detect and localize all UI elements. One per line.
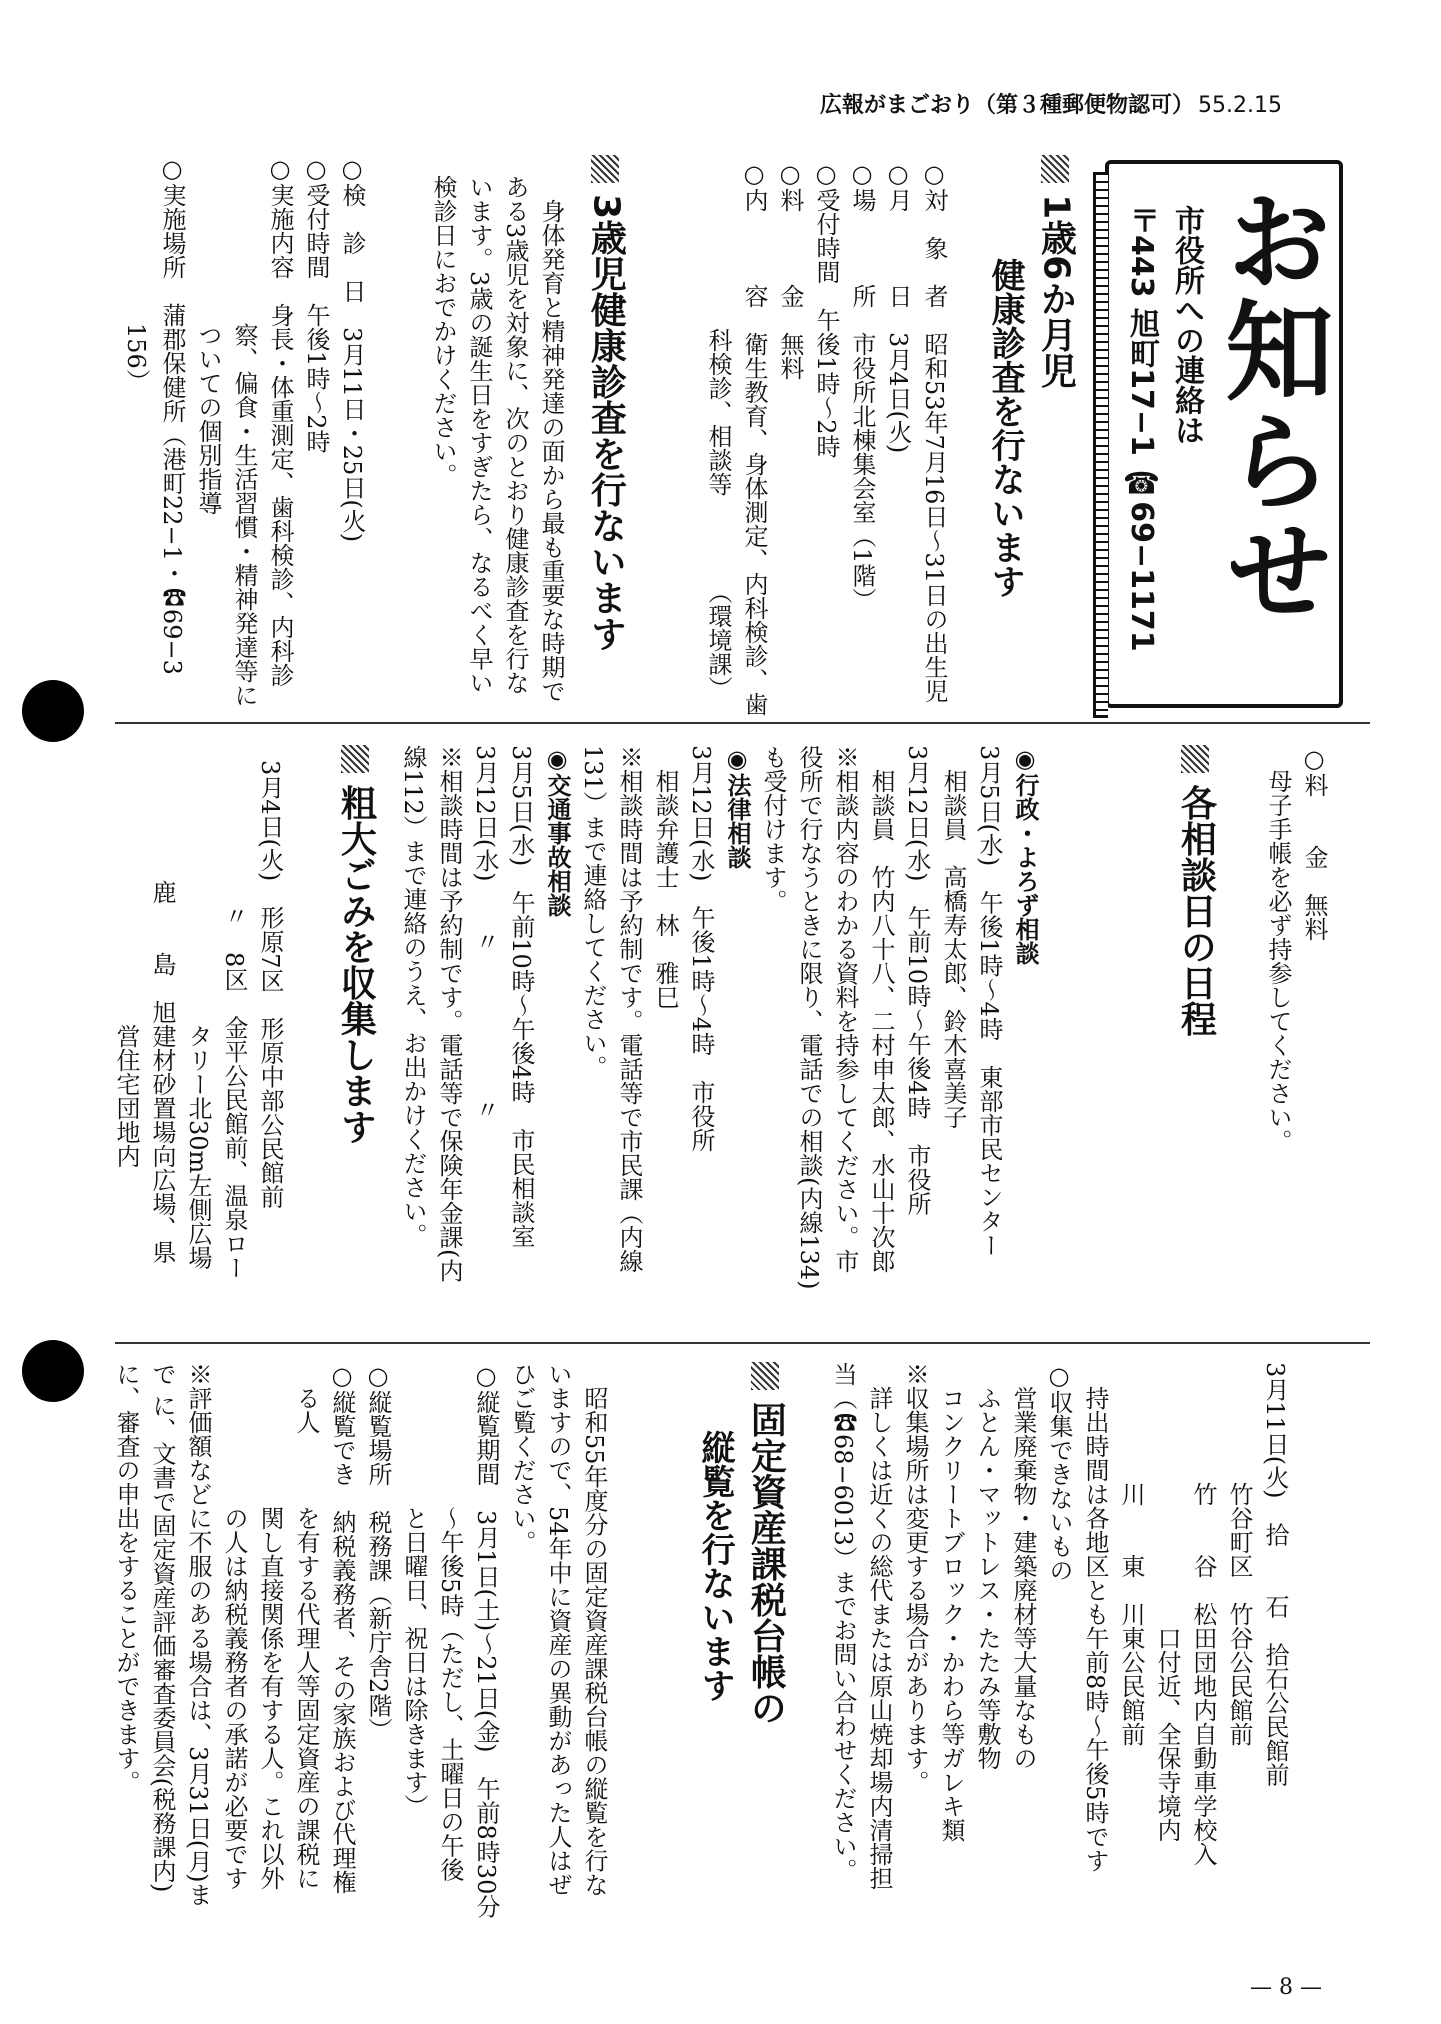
item-line: ○縦覧期間 3月1日(土)〜21日(金) 午前8時30分 bbox=[472, 1362, 500, 1919]
item-line: ○縦覧場所 税務課（新庁舎2階） bbox=[364, 1362, 392, 1742]
section-3yo-checkup-items bbox=[118, 155, 370, 715]
schedule-line: 〃 8区 金平公民館前、温泉ロー bbox=[220, 760, 248, 1280]
section-3yo-checkup-body bbox=[425, 175, 569, 715]
item-line: ○実施場所 蒲郡保健所（港町22−1・☎69−3 bbox=[158, 155, 186, 675]
body-line: ある3歳児を対象に、次のとおり健康診査を行な bbox=[501, 175, 529, 695]
section-infant-checkup-subtitle: 健康診査を行ないます bbox=[985, 258, 1026, 598]
publication-date: 55.2.15 bbox=[1198, 93, 1282, 118]
section-infant-checkup-title bbox=[1035, 155, 1076, 388]
section-bulky-waste-title bbox=[335, 745, 376, 1144]
schedule-line: 口付近、全保寺境内 bbox=[1153, 1362, 1181, 1842]
schedule-line: 3月11日(火) 拾 石 拾石公民館前 bbox=[1261, 1362, 1289, 1787]
item-line: 156） bbox=[122, 155, 150, 393]
section-title: 1歳6か月児 bbox=[1035, 194, 1077, 389]
notice-title: お知らせ bbox=[1207, 185, 1332, 625]
item-line: ○料 金 無料 bbox=[776, 160, 804, 380]
body-line: 営業廃棄物・建築廃材等大量なもの bbox=[1009, 1362, 1037, 1770]
hatch-mark-icon bbox=[1041, 155, 1069, 183]
divider-1 bbox=[115, 722, 1370, 724]
note-line: 131）まで連絡してください。 bbox=[579, 745, 607, 1079]
schedule-line: 相談員 竹内八十八、二村申太郎、水山十次郎 bbox=[867, 745, 895, 1273]
section-consultation-body bbox=[395, 745, 1043, 1330]
section-title: 粗大ごみを収集します bbox=[335, 784, 377, 1145]
item-line: ○縦覧でき 納税義務者、その家族および代理権 bbox=[328, 1362, 356, 1894]
item-line: 察、偏食・生活習慣・精神発達等に bbox=[230, 155, 258, 707]
body-line: 持出時間は各地区とも午前8時〜午後5時です bbox=[1081, 1362, 1109, 1873]
note-line: ※評価額などに不服のある場合は、3月31日(月)ま bbox=[184, 1362, 212, 1907]
section-infant-checkup-items bbox=[700, 160, 952, 720]
section-title: 各相談日の日程 bbox=[1175, 784, 1217, 1037]
body-line: コンクリートブロック・かわら等ガレキ類 bbox=[937, 1362, 965, 1842]
item-line: ○対 象 者 昭和53年7月16日〜31日の出生児 bbox=[920, 160, 948, 703]
subheading: ◉行政・よろず相談 bbox=[1011, 745, 1039, 965]
section-title: 固定資産課税台帳の bbox=[745, 1401, 787, 1726]
body-line: いますので、54年中に資産の異動があった人はぜ bbox=[544, 1362, 572, 1897]
fee-line: ○料 金 無料 bbox=[1300, 745, 1328, 941]
hatch-mark-icon bbox=[341, 745, 369, 773]
subheading: ◉交通事故相談 bbox=[543, 745, 571, 917]
item-line: ついての個別指導 bbox=[194, 155, 222, 515]
body-line: ○収集できないもの bbox=[1045, 1362, 1073, 1582]
note-line: ※相談時間は予約制です。電話等で保険年金課(内 bbox=[435, 745, 463, 1283]
fee-line: 母子手帳を必ず持参してください。 bbox=[1264, 745, 1292, 1153]
body-line: 検診日におでかけください。 bbox=[429, 175, 457, 487]
schedule-line: 相談員 高橋寿太郎、鈴木喜美子 bbox=[939, 745, 967, 1129]
note-line: 役所で行なうときに限り、電話での相談(内線134) bbox=[795, 745, 823, 1290]
body-line: います。3歳の誕生日をすぎたら、なるべく早い bbox=[465, 175, 493, 695]
section-bulky-waste-body bbox=[108, 760, 288, 1330]
schedule-line: 営住宅団地内 bbox=[112, 760, 140, 1168]
subheading: ◉法律相談 bbox=[723, 745, 751, 869]
note-line: ※相談内容のわかる資料を持参してください。市 bbox=[831, 745, 859, 1273]
item-line: と日曜日、祝日は除きます） bbox=[400, 1362, 428, 1818]
schedule-line: 川 東 川東公民館前 bbox=[1117, 1362, 1145, 1746]
item-line: ○月 日 3月4日(火) bbox=[884, 160, 912, 454]
item-line: ○場 所 市役所北棟集会室（1階） bbox=[848, 160, 876, 612]
hatch-mark-icon bbox=[751, 1362, 779, 1390]
section-bulky-waste-continued bbox=[825, 1362, 1293, 1922]
item-line: ○検 診 日 3月11日・25日(火) bbox=[338, 155, 366, 543]
item-line: 関し直接関係を有する人。これ以外 bbox=[256, 1362, 284, 1890]
section-property-tax-body bbox=[108, 1362, 612, 1922]
hatch-mark-icon bbox=[591, 155, 619, 183]
section-3yo-fee bbox=[1260, 745, 1332, 1305]
section-property-tax-title bbox=[745, 1362, 786, 1725]
schedule-line: 3月12日(水) 午前10時〜午後4時 市役所 bbox=[903, 745, 931, 1216]
body-line: 身体発育と精神発達の面から最も重要な時期で bbox=[537, 175, 565, 703]
section-3yo-checkup-title bbox=[585, 155, 626, 651]
schedule-line: タリー北30m左側広場 bbox=[184, 760, 212, 1270]
schedule-line: 鹿 島 旭建材砂置場向広場、県 bbox=[148, 760, 176, 1264]
note-line: で に、文書で固定資産評価審査委員会(税務課内) bbox=[148, 1362, 176, 1893]
body-line: ふとん・マットレス・たたみ等敷物 bbox=[973, 1362, 1001, 1770]
body-line: ひご覧ください。 bbox=[508, 1362, 536, 1554]
hatch-mark-icon bbox=[1181, 745, 1209, 773]
schedule-line: 相談弁護士 林 雅巳 bbox=[651, 745, 679, 1009]
contact-line-1: 市役所への連絡は bbox=[1169, 205, 1204, 445]
item-line: ○受付時間 午後1時〜2時 bbox=[302, 155, 330, 454]
note-line: ※収集場所は変更する場合があります。 bbox=[901, 1362, 929, 1794]
item-line: ○受付時間 午後1時〜2時 bbox=[812, 160, 840, 459]
item-line: ○実施内容 身長・体重測定、歯科検診、内科診 bbox=[266, 155, 294, 687]
item-line: 〜午後5時（ただし、土曜日の午後 bbox=[436, 1362, 464, 1882]
note-line: 詳しくは近くの総代または原山焼却場内清掃担 bbox=[865, 1362, 893, 1890]
contact-line-2: 〒443 旭町17−1 ☎69−1171 bbox=[1124, 205, 1159, 652]
publication-header bbox=[820, 88, 1282, 119]
publication-name: 広報がまごおり（第３種郵便物認可） bbox=[820, 93, 1195, 118]
item-line: る人 を有する代理人等固定資産の課税に bbox=[292, 1362, 320, 1890]
schedule-line: 竹谷町区 竹谷公民館前 bbox=[1225, 1362, 1253, 1746]
note-line: 当（☎68−6013）までお問い合わせください。 bbox=[829, 1362, 857, 1882]
schedule-line: 3月5日(水) 午前10時〜午後4時 市民相談室 bbox=[507, 745, 535, 1249]
item-line: の人は納税義務者の承諾が必要です bbox=[220, 1362, 248, 1890]
note-line: 線112）まで連絡のうえ、お出かけください。 bbox=[399, 745, 427, 1247]
schedule-line: 3月12日(水) 〃 〃 bbox=[471, 745, 499, 1122]
binder-hole-1 bbox=[22, 680, 84, 742]
section-title: 3歳児健康診査を行ないます bbox=[585, 194, 627, 652]
divider-2 bbox=[115, 1342, 1370, 1344]
schedule-line: 3月12日(水) 午後1時〜4時 市役所 bbox=[687, 745, 715, 1153]
note-line: も受付けます。 bbox=[759, 745, 787, 913]
note-line: に、審査の申出をすることができます。 bbox=[112, 1362, 140, 1794]
body-line: 昭和55年度分の固定資産課税台帳の縦覧を行な bbox=[580, 1362, 608, 1897]
note-line: ※相談時間は予約制です。電話等で市民課（内線 bbox=[615, 745, 643, 1273]
schedule-line: 竹 谷 松田団地内自動車学校入 bbox=[1189, 1362, 1217, 1866]
schedule-line: 3月4日(火) 形原7区 形原中部公民館前 bbox=[256, 760, 284, 1209]
item-line: 科検診、相談等 （環境課） bbox=[704, 160, 732, 700]
item-line: ○内 容 衛生教育、身体測定、内科検診、歯 bbox=[740, 160, 768, 716]
schedule-line: 3月5日(水) 午後1時〜4時 東部市民センター bbox=[975, 745, 1003, 1257]
binder-hole-2 bbox=[22, 1340, 84, 1402]
page-number: — 8 — bbox=[1250, 1975, 1322, 2000]
section-consultation-title bbox=[1175, 745, 1216, 1036]
section-property-tax-subtitle: 縦覧を行ないます bbox=[695, 1430, 736, 1702]
